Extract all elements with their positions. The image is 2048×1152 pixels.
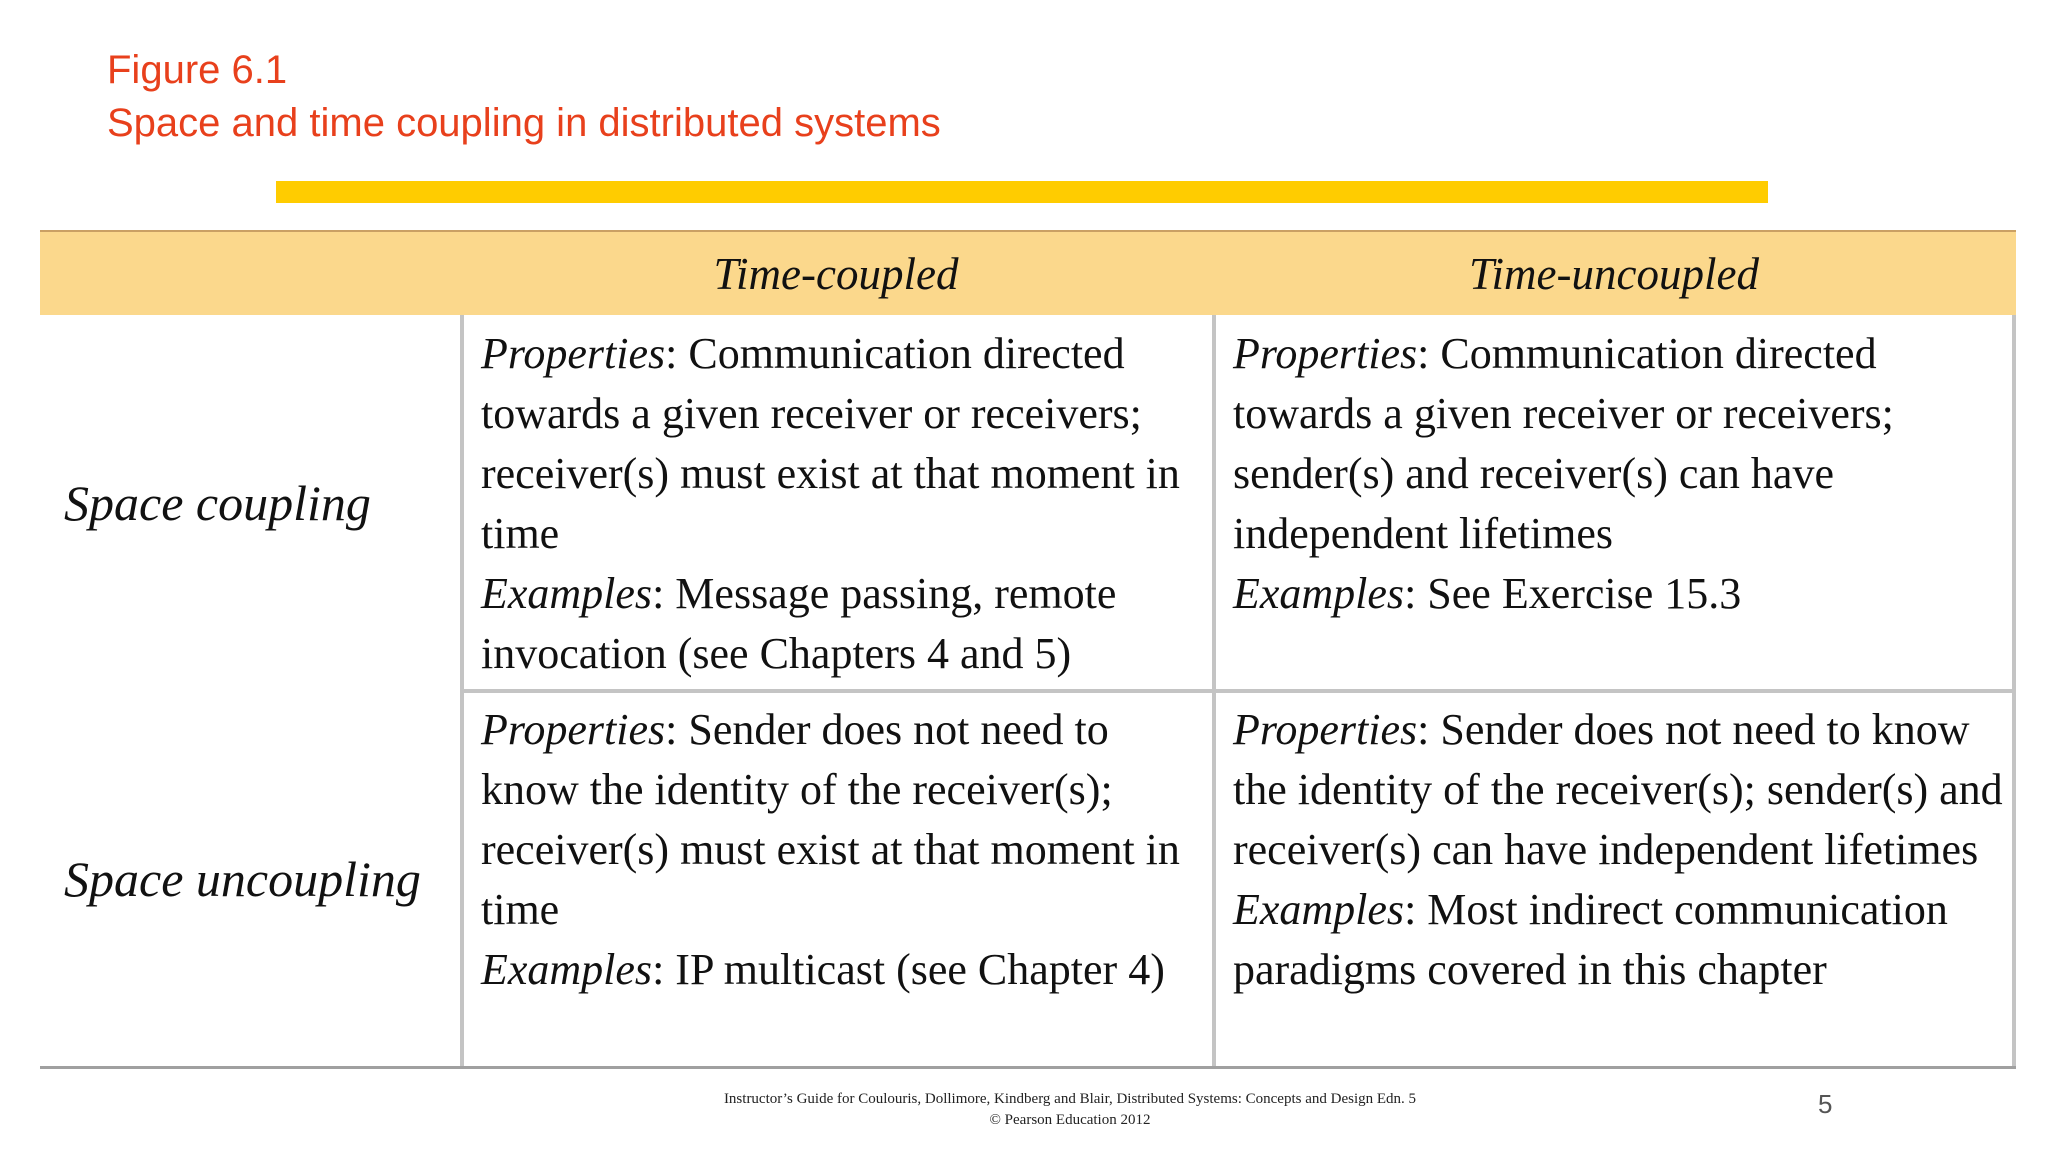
page-number: 5 [1818, 1089, 1833, 1119]
properties-label: Properties [1233, 705, 1418, 754]
examples-value: : Message passing, remote invocation (see Chapters 4 and 5) [481, 569, 1117, 678]
examples-label: Examples [1233, 569, 1405, 618]
row-label-space-uncoupling: Space uncoupling [64, 851, 421, 907]
footer-line-2: © Pearson Education 2012 [989, 1112, 1151, 1128]
properties-label: Properties [481, 329, 666, 378]
figure-title [107, 44, 941, 150]
properties-value: : Sender does not need to know the identity of the receiver(s); receiver(s) must exist at that moment in time [481, 705, 1180, 934]
properties-value: : Communication directed towards a given receiver or receivers; sender(s) and receiver(s) can have independent lifetimes [1233, 329, 1894, 558]
properties-text [1233, 324, 2008, 564]
examples-label: Examples [481, 569, 653, 618]
properties-label: Properties [1233, 329, 1418, 378]
examples-text [481, 940, 1203, 1000]
cell-space-coupling-time-uncoupled [1233, 324, 2008, 624]
footer-line-1: Instructor’s Guide for Coulouris, Dollimore, Kindberg and Blair, Distributed Systems: Concepts and Design Edn. 5 [723, 1091, 1417, 1107]
examples-text [1233, 564, 2008, 624]
column-header-time-coupled: Time-coupled [713, 248, 959, 299]
examples-label: Examples [1233, 885, 1405, 934]
properties-text [481, 700, 1203, 940]
row-label-space-coupling: Space coupling [64, 475, 371, 531]
grid-hline-mid [460, 689, 2016, 693]
cell-space-uncoupling-time-coupled [481, 700, 1203, 1000]
properties-text [1233, 700, 2008, 880]
cell-space-uncoupling-time-uncoupled [1233, 700, 2008, 1000]
examples-text [1233, 880, 2008, 1000]
figure-caption: Space and time coupling in distributed systems [107, 101, 941, 145]
accent-bar [276, 181, 1768, 203]
footer-citation [560, 1089, 1580, 1131]
examples-value: : Most indirect communication paradigms covered in this chapter [1233, 885, 1948, 994]
examples-label: Examples [481, 945, 653, 994]
cell-space-coupling-time-coupled [481, 324, 1203, 684]
table-bottom-rule [40, 1066, 2016, 1069]
examples-value: : IP multicast (see Chapter 4) [652, 945, 1165, 994]
coupling-table [40, 230, 2016, 1069]
properties-value: : Sender does not need to know the identity of the receiver(s); sender(s) and receiver(s) can have independent lifetimes [1233, 705, 2003, 874]
figure-number: Figure 6.1 [107, 48, 288, 92]
properties-value: : Communication directed towards a given receiver or receivers; receiver(s) must exist at that moment in time [481, 329, 1180, 558]
properties-text [481, 324, 1203, 564]
properties-label: Properties [481, 705, 666, 754]
column-header-time-uncoupled: Time-uncoupled [1469, 248, 1759, 299]
examples-text [481, 564, 1203, 684]
examples-value: : See Exercise 15.3 [1404, 569, 1742, 618]
